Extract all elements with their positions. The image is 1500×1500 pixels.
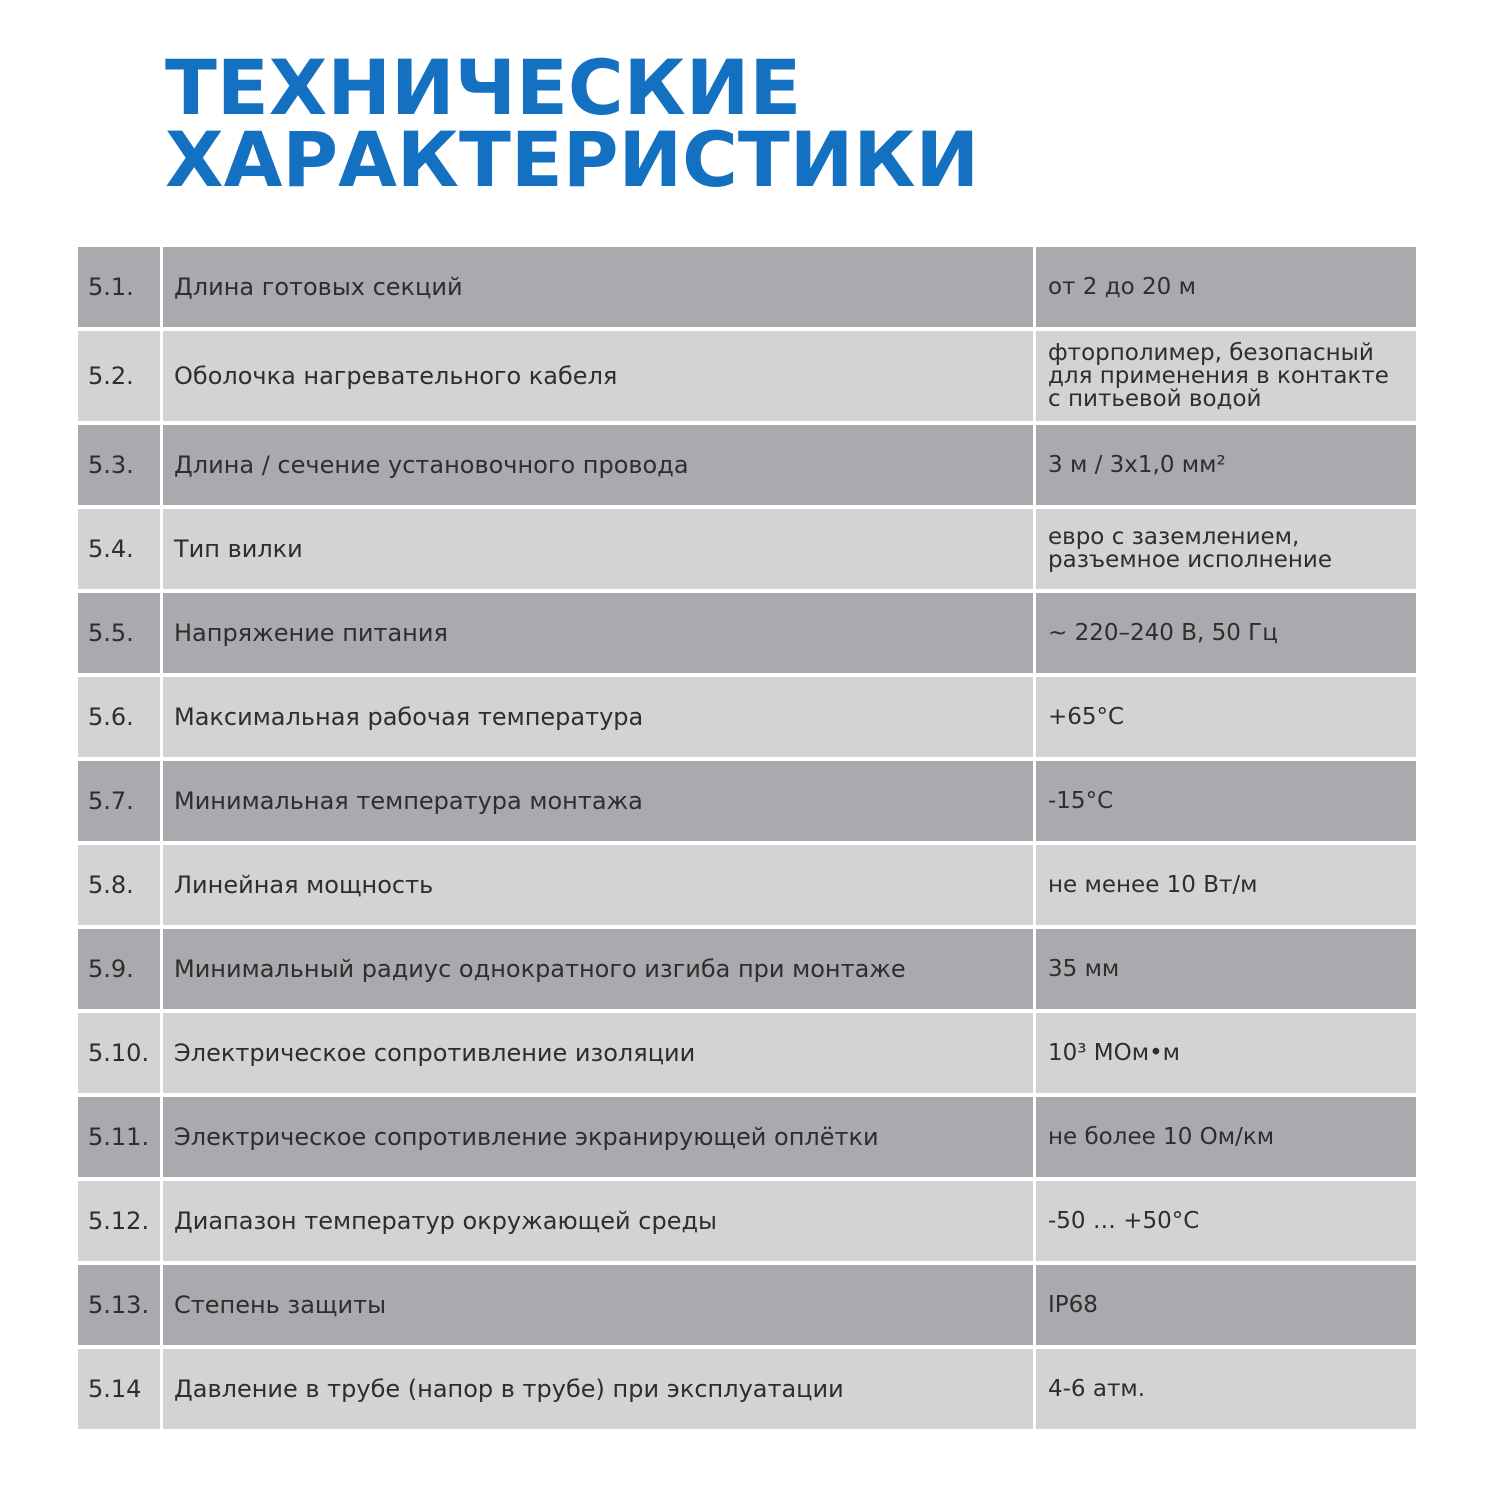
row-label: Электрическое сопротивление изоляции bbox=[163, 1013, 1033, 1093]
row-number: 5.4. bbox=[78, 509, 160, 589]
row-number: 5.3. bbox=[78, 425, 160, 505]
row-label: Степень защиты bbox=[163, 1265, 1033, 1345]
row-number: 5.8. bbox=[78, 845, 160, 925]
row-number: 5.5. bbox=[78, 593, 160, 673]
row-label: Максимальная рабочая температура bbox=[163, 677, 1033, 757]
page-title-line-1: ТЕХНИЧЕСКИЕ bbox=[165, 43, 802, 132]
row-value: 3 м / 3х1,0 мм² bbox=[1036, 425, 1416, 505]
row-label: Оболочка нагревательного кабеля bbox=[163, 331, 1033, 421]
row-label: Диапазон температур окружающей среды bbox=[163, 1181, 1033, 1261]
row-value: ~ 220–240 В, 50 Гц bbox=[1036, 593, 1416, 673]
row-label: Минимальная температура монтажа bbox=[163, 761, 1033, 841]
row-value: 4-6 атм. bbox=[1036, 1349, 1416, 1429]
row-value: не менее 10 Вт/м bbox=[1036, 845, 1416, 925]
row-label: Давление в трубе (напор в трубе) при эксплуатации bbox=[163, 1349, 1033, 1429]
row-number: 5.11. bbox=[78, 1097, 160, 1177]
row-label: Минимальный радиус однократного изгиба при монтаже bbox=[163, 929, 1033, 1009]
row-value: фторполимер, безопасный для применения в контакте с питьевой водой bbox=[1036, 331, 1416, 421]
row-label: Линейная мощность bbox=[163, 845, 1033, 925]
row-number: 5.14 bbox=[78, 1349, 160, 1429]
row-number: 5.1. bbox=[78, 247, 160, 327]
row-value: 35 мм bbox=[1036, 929, 1416, 1009]
row-number: 5.6. bbox=[78, 677, 160, 757]
row-number: 5.13. bbox=[78, 1265, 160, 1345]
row-number: 5.7. bbox=[78, 761, 160, 841]
row-number: 5.10. bbox=[78, 1013, 160, 1093]
row-number: 5.2. bbox=[78, 331, 160, 421]
spec-table bbox=[78, 247, 1416, 1429]
row-label: Длина готовых секций bbox=[163, 247, 1033, 327]
row-value: +65°С bbox=[1036, 677, 1416, 757]
row-value: не более 10 Ом/км bbox=[1036, 1097, 1416, 1177]
row-value: IP68 bbox=[1036, 1265, 1416, 1345]
row-label: Напряжение питания bbox=[163, 593, 1033, 673]
row-value: -50 … +50°С bbox=[1036, 1181, 1416, 1261]
page-title-line-2: ХАРАКТЕРИСТИКИ bbox=[165, 115, 980, 204]
row-value: 10³ МОм•м bbox=[1036, 1013, 1416, 1093]
row-number: 5.12. bbox=[78, 1181, 160, 1261]
row-label: Длина / сечение установочного провода bbox=[163, 425, 1033, 505]
row-value: -15°С bbox=[1036, 761, 1416, 841]
row-value: евро с заземлением, разъемное исполнение bbox=[1036, 509, 1416, 589]
page-title bbox=[165, 43, 980, 204]
row-number: 5.9. bbox=[78, 929, 160, 1009]
row-label: Тип вилки bbox=[163, 509, 1033, 589]
row-value: от 2 до 20 м bbox=[1036, 247, 1416, 327]
row-label: Электрическое сопротивление экранирующей оплётки bbox=[163, 1097, 1033, 1177]
